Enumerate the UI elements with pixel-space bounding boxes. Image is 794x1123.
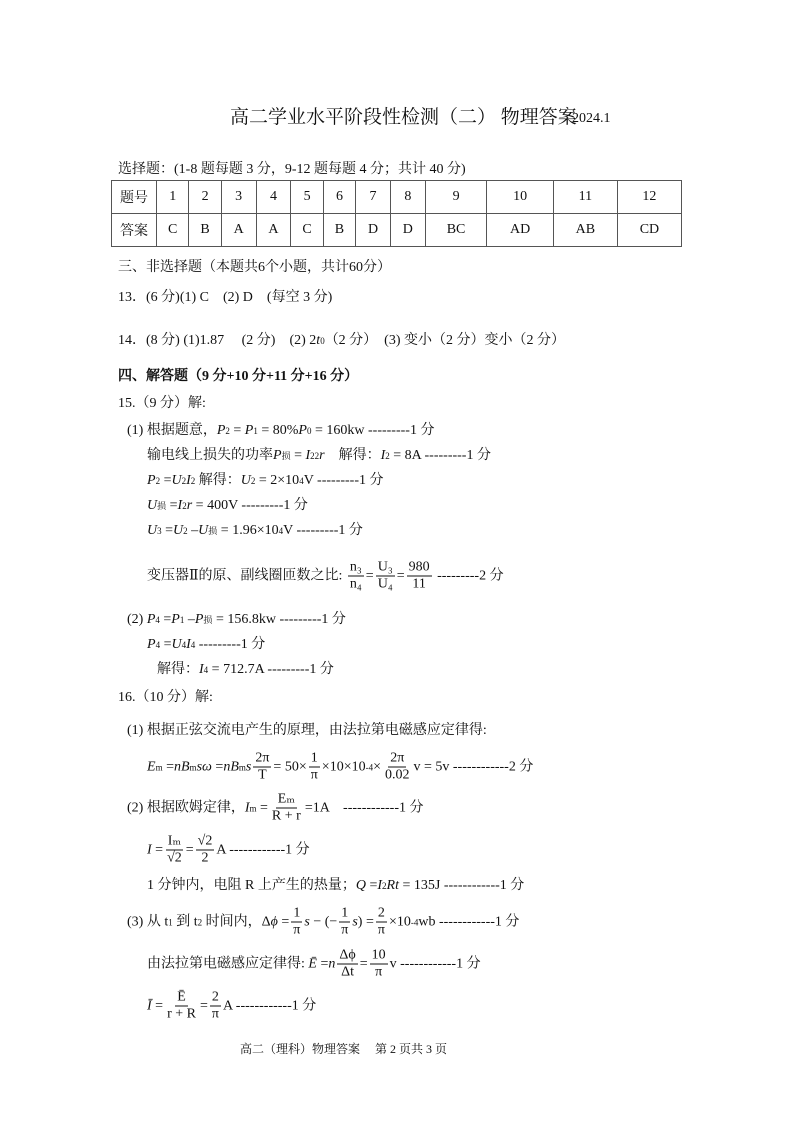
- text-segment: = 160kw ---------1 分: [311, 423, 435, 438]
- subscript: 2: [310, 451, 315, 461]
- text-segment: 15.（9 分）解:: [118, 396, 206, 411]
- numerator: U₃: [377, 559, 393, 575]
- subscript: 2: [385, 451, 390, 461]
- subscript: 1: [253, 426, 258, 436]
- math-variable: P: [244, 423, 254, 438]
- text-segment: v ------------1 分: [389, 956, 481, 971]
- text-segment: V ---------1 分: [303, 473, 384, 488]
- denominator: T: [258, 767, 267, 783]
- text-segment: 14．(8 分) (1)1.87 (2 分) (2) 2: [118, 333, 317, 348]
- numerator: 1: [293, 905, 301, 921]
- subscript: 损: [157, 501, 167, 511]
- subscript: 2: [181, 476, 187, 486]
- subscript: 1: [168, 917, 173, 927]
- text-segment: =: [256, 800, 268, 815]
- denominator: π: [211, 1006, 219, 1022]
- numerator: n₃: [349, 559, 362, 575]
- text-segment: = 80%: [257, 423, 299, 438]
- answer-line: [118, 395, 206, 413]
- subscript: m: [238, 762, 246, 772]
- denominator: π: [293, 922, 301, 938]
- denominator: 2: [201, 850, 209, 866]
- fraction: [370, 948, 388, 981]
- text-segment: =: [229, 423, 245, 438]
- text-segment: 变压器Ⅱ的原、副线圈匝数之比:: [147, 568, 346, 583]
- text-segment: =1A ------------1 分: [304, 800, 424, 815]
- subscript: 2: [182, 501, 187, 511]
- text-segment: =: [162, 759, 174, 774]
- math-variable: Rt: [386, 878, 399, 893]
- text-segment: A ------------1 分: [222, 998, 317, 1013]
- text-segment: =: [160, 473, 172, 488]
- fraction: [210, 990, 221, 1023]
- text-segment: =: [159, 612, 172, 627]
- text-segment: = 135J ------------1 分: [399, 878, 525, 893]
- numerator: 10: [371, 947, 386, 963]
- document-title: 高二学业水平阶段性检测（二） 物理答案: [230, 107, 577, 128]
- question-number-cell: 1: [157, 181, 189, 214]
- math-variable: P: [194, 612, 204, 627]
- answer-cell: C: [157, 214, 189, 247]
- math-variable: nB: [173, 759, 190, 774]
- answer-line: [147, 447, 491, 465]
- answer-line: [147, 636, 265, 654]
- subscript: 2: [190, 476, 196, 486]
- answer-line: [147, 877, 524, 895]
- answer-line: [147, 560, 504, 593]
- answer-line: [147, 522, 363, 540]
- math-variable: I: [377, 878, 383, 893]
- text-segment: =: [185, 842, 194, 857]
- text-segment: =: [151, 842, 164, 857]
- denominator: √2: [167, 850, 182, 866]
- answer-line: [147, 751, 533, 784]
- superscript: -4: [410, 917, 419, 927]
- text-segment: = 156.8kw ---------1 分: [212, 612, 346, 627]
- subscript: 1: [179, 615, 185, 625]
- fraction: [383, 751, 412, 784]
- math-variable: U: [173, 523, 184, 538]
- answer-line: [127, 422, 434, 440]
- denominator: R + r: [271, 808, 301, 824]
- numerator: Ē: [177, 989, 186, 1005]
- math-variable: s: [304, 914, 310, 929]
- numerator: 1: [341, 905, 349, 921]
- answer-cell: AD: [487, 214, 553, 247]
- text-segment: = 50×: [273, 759, 307, 774]
- fraction: [291, 906, 302, 939]
- numerator: √2: [197, 833, 213, 849]
- answer-line: [127, 722, 487, 740]
- text-segment: 时间内，Δ: [202, 914, 271, 929]
- text-segment: =: [396, 568, 405, 583]
- numerator: Δϕ: [339, 947, 356, 963]
- math-variable: I: [199, 662, 204, 677]
- text-segment: 由法拉第电磁感应定律得:: [147, 956, 309, 971]
- math-variable: Ī: [147, 998, 152, 1013]
- text-segment: (1) 根据题意，: [127, 423, 217, 438]
- answer-line: [147, 834, 310, 867]
- math-variable: U: [171, 637, 182, 652]
- subscript: 2: [250, 476, 256, 486]
- answer-line: [147, 948, 481, 981]
- numerator: 1: [310, 750, 318, 766]
- math-variable: E: [147, 759, 156, 774]
- text-segment: 13．(6 分)(1) C (2) D (每空 3 分): [118, 290, 333, 305]
- text-segment: ×: [373, 759, 381, 774]
- math-variable: P: [171, 612, 180, 627]
- math-variable: t: [316, 333, 321, 348]
- question-number-cell: 4: [256, 181, 291, 214]
- subscript: 损: [203, 615, 213, 625]
- math-variable: I: [244, 800, 250, 815]
- text-segment: =: [161, 523, 174, 538]
- question-number-cell: 12: [617, 181, 681, 214]
- fraction: [196, 834, 215, 867]
- subscript: 4: [181, 640, 187, 650]
- text-segment: ×10: [388, 914, 411, 929]
- denominator: π: [310, 767, 318, 783]
- fraction: [376, 906, 387, 939]
- text-segment: V ---------1 分: [283, 523, 363, 538]
- denominator: 11: [412, 576, 426, 592]
- answer-table: [111, 180, 682, 247]
- text-segment: − (−: [309, 914, 338, 929]
- math-variable: nB: [223, 759, 239, 774]
- subscript: 4: [155, 615, 160, 625]
- superscript: 4: [278, 526, 284, 536]
- answer-line: [118, 289, 332, 307]
- question-number-cell: 10: [487, 181, 553, 214]
- math-variable: U: [147, 498, 158, 513]
- denominator: π: [341, 922, 349, 938]
- math-variable: P: [147, 637, 156, 652]
- answer-cell: BC: [425, 214, 487, 247]
- text-segment: = 1.96×10: [217, 523, 279, 538]
- text-segment: 到 t: [172, 914, 198, 929]
- answer-line: [147, 472, 384, 490]
- text-segment: 解得：: [324, 448, 381, 463]
- subscript: 0: [306, 426, 312, 436]
- text-segment: =: [211, 759, 224, 774]
- superscript: -4: [365, 762, 374, 772]
- math-variable: ϕ: [270, 914, 278, 929]
- denominator: Δt: [341, 964, 354, 980]
- answer-line: [118, 368, 358, 386]
- question-number-cell: 11: [553, 181, 617, 214]
- text-segment: 解得：: [195, 473, 241, 488]
- text-segment: (1) 根据正弦交流电产生的原理，由法拉第电磁感应定律得:: [127, 723, 487, 738]
- numerator: 2: [211, 989, 219, 1005]
- document-date: 2024.1: [572, 111, 611, 126]
- subscript: m: [189, 762, 197, 772]
- answer-line: [127, 611, 346, 629]
- answer-cell: B: [189, 214, 221, 247]
- fraction: [165, 990, 198, 1023]
- math-variable: P: [216, 423, 226, 438]
- question-number-cell: 5: [291, 181, 323, 214]
- fraction: [376, 560, 395, 593]
- math-variable: s: [245, 759, 252, 774]
- denominator: U₄: [377, 576, 393, 592]
- math-variable: I: [177, 498, 183, 513]
- answer-cell: B: [323, 214, 355, 247]
- fraction: [407, 560, 432, 593]
- fraction: [309, 751, 320, 784]
- subscript: 4: [190, 640, 196, 650]
- math-variable: Q: [355, 878, 366, 893]
- text-segment: =: [365, 568, 374, 583]
- math-variable: P: [273, 448, 282, 463]
- question-number-cell: 8: [390, 181, 425, 214]
- text-segment: = 2×10: [255, 473, 300, 488]
- question-number-cell: 7: [356, 181, 391, 214]
- text-segment: A ------------1 分: [216, 842, 310, 857]
- answer-cell: A: [256, 214, 291, 247]
- math-variable: P: [146, 612, 156, 627]
- numerator: 2π: [390, 750, 405, 766]
- math-variable: U: [240, 473, 251, 488]
- math-variable: P: [298, 423, 307, 438]
- subscript: 2: [225, 426, 230, 436]
- subscript: 4: [155, 640, 161, 650]
- text-segment: =: [359, 956, 368, 971]
- numerator: 980: [408, 559, 430, 575]
- math-variable: sω: [196, 759, 212, 774]
- text-segment: ×10×10: [321, 759, 366, 774]
- subscript: 3: [157, 526, 162, 536]
- math-variable: U: [171, 473, 182, 488]
- answer-cell: AB: [553, 214, 617, 247]
- text-segment: v = 5v ------------2 分: [413, 759, 534, 774]
- question-number-cell: 9: [425, 181, 487, 214]
- subscript: 4: [203, 665, 209, 675]
- math-variable: P: [147, 473, 156, 488]
- text-segment: 1 分钟内，电阻 R 上产生的热量；: [147, 878, 356, 893]
- text-segment: =: [365, 878, 378, 893]
- choice-section-header: 选择题：(1-8 题每题 3 分，9-12 题每题 4 分；共计 40 分): [118, 162, 466, 177]
- denominator: n₄: [349, 576, 362, 592]
- math-variable: s: [352, 914, 358, 929]
- answer-line: [157, 661, 334, 679]
- numerator: 2: [377, 905, 385, 921]
- subscript: 0: [320, 336, 325, 346]
- fraction: [165, 834, 184, 867]
- text-segment: ---------2 分: [433, 568, 504, 583]
- subscript: m: [155, 762, 163, 772]
- math-variable: r: [186, 498, 193, 513]
- superscript: 4: [299, 476, 304, 486]
- fraction: [337, 948, 357, 981]
- text-segment: ) =: [357, 914, 374, 929]
- fraction: [270, 792, 303, 825]
- text-segment: –: [184, 612, 195, 627]
- text-segment: =: [316, 956, 329, 971]
- text-segment: =: [160, 637, 172, 652]
- text-segment: 解得：: [157, 662, 199, 677]
- math-variable: r: [319, 448, 325, 463]
- numerator: Iₘ: [167, 833, 182, 849]
- text-segment: 三、非选择题（本题共6个小题，共计60分）: [118, 260, 391, 275]
- question-number-cell: 6: [323, 181, 355, 214]
- page-footer: 高二（理科）物理答案 第 2 页共 3 页: [240, 1042, 448, 1056]
- numerator: Eₘ: [277, 791, 295, 807]
- text-segment: (3) 从 t: [127, 914, 169, 929]
- answer-line: [118, 689, 213, 707]
- fraction: [339, 906, 350, 939]
- text-segment: (2): [127, 612, 147, 627]
- answer-line: [118, 332, 565, 350]
- fraction: [253, 751, 271, 784]
- answer-cell: A: [221, 214, 256, 247]
- numerator: 2π: [255, 750, 270, 766]
- text-segment: = 712.7A ---------1 分: [208, 662, 334, 677]
- text-segment: =: [151, 998, 164, 1013]
- fraction: [348, 560, 364, 593]
- subscript: 损: [208, 526, 218, 536]
- text-segment: （2 分） (3) 变小（2 分）变小（2 分）: [324, 333, 566, 348]
- text-segment: 输电线上损失的功率: [147, 448, 273, 463]
- text-segment: 16.（10 分）解:: [118, 690, 213, 705]
- question-number-cell: 3: [221, 181, 256, 214]
- math-variable: I: [305, 448, 311, 463]
- answer-cell: CD: [617, 214, 681, 247]
- denominator: π: [375, 964, 383, 980]
- text-segment: ---------1 分: [195, 637, 266, 652]
- answer-cell: C: [291, 214, 323, 247]
- answer-cell: D: [356, 214, 391, 247]
- answer-line: [127, 906, 519, 939]
- math-variable: I: [380, 448, 386, 463]
- math-variable: Ē: [308, 956, 317, 971]
- math-variable: U: [147, 523, 158, 538]
- answer-cell: D: [390, 214, 425, 247]
- subscript: 2: [155, 476, 161, 486]
- subscript: m: [249, 803, 257, 813]
- math-variable: I: [186, 637, 191, 652]
- superscript: 2: [314, 451, 320, 461]
- answer-line: [147, 990, 316, 1023]
- text-segment: wb ------------1 分: [418, 914, 520, 929]
- text-segment: =: [199, 998, 208, 1013]
- text-segment: 四、解答题（9 分+10 分+11 分+16 分）: [118, 369, 359, 384]
- math-variable: n: [328, 956, 336, 971]
- answer-line: [118, 259, 391, 277]
- answer-line: [127, 792, 424, 825]
- denominator: π: [377, 922, 385, 938]
- math-variable: I: [147, 842, 152, 857]
- denominator: r + R: [167, 1006, 196, 1022]
- subscript: 2: [197, 917, 203, 927]
- subscript: 2: [183, 526, 188, 536]
- row-label-number: 题号: [112, 181, 157, 214]
- text-segment: =: [290, 448, 306, 463]
- superscript: 2: [382, 881, 387, 891]
- question-number-cell: 2: [189, 181, 221, 214]
- text-segment: = 400V ---------1 分: [192, 498, 308, 513]
- subscript: 损: [281, 451, 291, 461]
- text-segment: (2) 根据欧姆定律，: [127, 800, 245, 815]
- text-segment: =: [166, 498, 178, 513]
- math-variable: I: [186, 473, 191, 488]
- text-segment: =: [277, 914, 290, 929]
- text-segment: = 8A ---------1 分: [389, 448, 491, 463]
- denominator: 0.02: [385, 767, 410, 783]
- row-label-answer: 答案: [112, 214, 157, 247]
- answer-line: [147, 497, 308, 515]
- text-segment: –: [187, 523, 199, 538]
- math-variable: U: [198, 523, 209, 538]
